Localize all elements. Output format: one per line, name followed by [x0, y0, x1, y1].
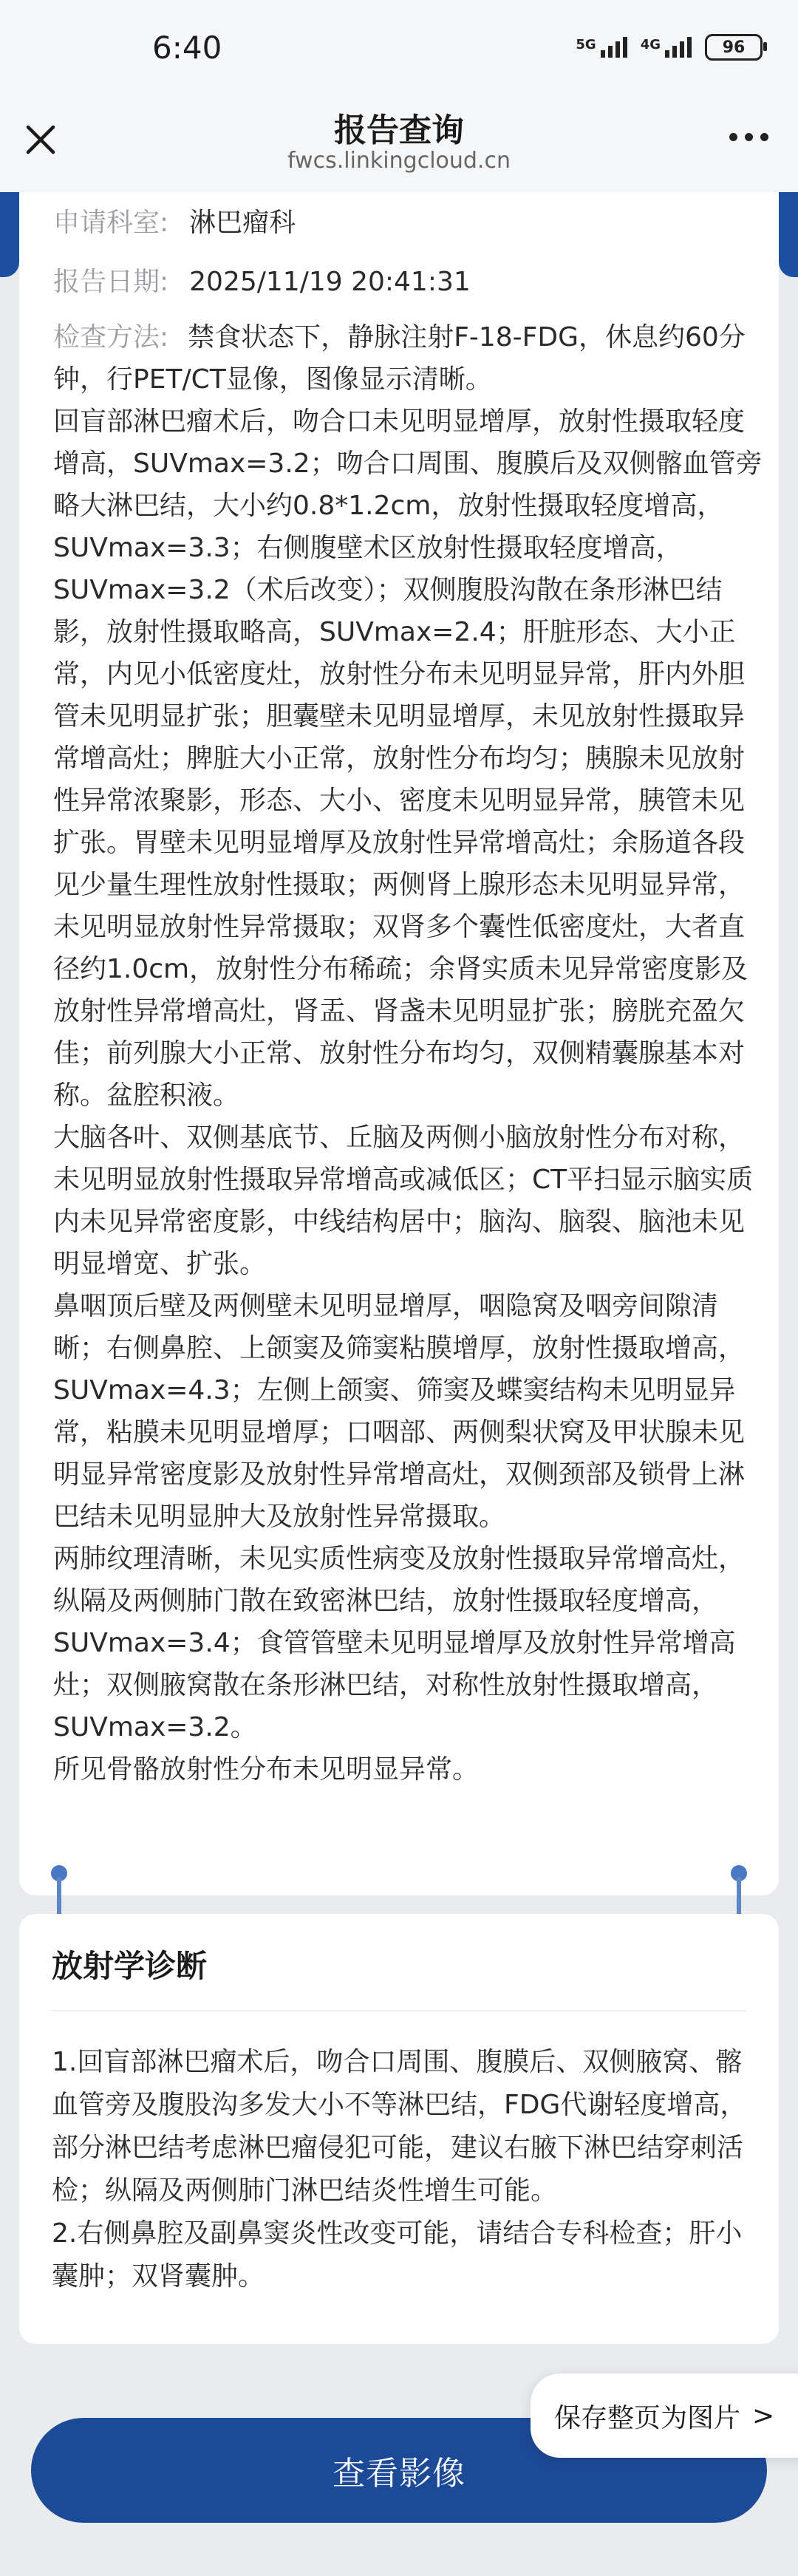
dept-label: 申请科室:: [53, 208, 169, 238]
findings-bone: 所见骨骼放射性分布未见明显异常。: [53, 1754, 480, 1785]
status-icons: [576, 34, 763, 61]
findings-chest: 两肺纹理清晰，未见实质性病变及放射性摄取异常增高灶，纵隔及两侧肺门散在致密淋巴结，放射性摄取轻度增高，SUVmax=3.4；食管管壁未见明显增厚及放射性异常增高灶；双侧腋窝散在条形淋巴结，对称性放射性摄取增高，SUVmax=3.2。: [53, 1544, 746, 1742]
status-bar: [0, 0, 798, 103]
battery-level: 96: [722, 38, 746, 57]
findings-abdomen: 回盲部淋巴瘤术后，吻合口未见明显增厚，放射性摄取轻度增高，SUVmax=3.2；吻合口周围、腹膜后及双侧髂血管旁略大淋巴结，大小约0.8*1.2cm，放射性摄取轻度增高，SUVmax=3.3；右侧腹壁术区放射性摄取轻度增高，SUVmax=3.2（术后改变）；双侧腹股沟散在条形淋巴结影，放射性摄取略高，SUVmax=2.4；肝脏形态、大小正常，内见小低密度灶，放射性分布未见明显异常，肝内外胆管未见明显扩张；胆囊壁未见明显增厚，未见放射性摄取异常增高灶；脾脏大小正常，放射性分布均匀；胰腺未见放射性异常浓聚影，形态、大小、密度未见明显异常，胰管未见扩张。胃壁未见明显增厚及放射性异常增高灶；余肠道各段见少量生理性放射性摄取；两侧肾上腺形态未见明显异常，未见明显放射性异常摄取；双肾多个囊性低密度灶，大者直径约1.0cm，放射性分布稀疏；余肾实质未见异常密度影及放射性异常增高灶，肾盂、肾盏未见明显扩张；膀胱充盈欠佳；前列腺大小正常、放射性分布均匀，双侧精囊腺基本对称。盆腔积液。: [53, 406, 763, 1111]
view-images-button[interactable]: 查看影像: [31, 2418, 767, 2523]
page-url: fwcs.linkingcloud.cn: [287, 148, 511, 174]
more-icon[interactable]: [729, 133, 768, 141]
chevron-right-icon: >: [752, 2400, 775, 2431]
dept-value: 淋巴瘤科: [189, 208, 296, 238]
diagnosis-card: [19, 1914, 779, 2344]
signal-5g-icon: [576, 37, 627, 58]
method-row: [53, 316, 763, 401]
page-title: 报告查询: [334, 112, 464, 149]
diagnosis-divider: [52, 2010, 746, 2011]
findings-brain: 大脑各叶、双侧基底节、丘脑及两侧小脑放射性分布对称，未见明显放射性摄取异常增高或减低区；CT平扫显示脑实质内未见异常密度影，中线结构居中；脑沟、脑裂、脑池未见明显增宽、扩张。: [53, 1122, 754, 1279]
save-page-label: 保存整页为图片: [554, 2402, 741, 2433]
date-value: 2025/11/19 20:41:31: [189, 267, 471, 297]
diagnosis-text: [52, 2041, 754, 2298]
save-page-as-image-button[interactable]: [531, 2374, 798, 2458]
diagnosis-title: 放射学诊断: [52, 1948, 208, 1984]
method-label: 检查方法:: [53, 322, 169, 352]
signal-4g-icon: [641, 37, 692, 58]
date-label: 报告日期:: [53, 267, 169, 297]
header-accent-right: [779, 188, 798, 277]
diagnosis-item: 2.右侧鼻腔及副鼻窦炎性改变可能，请结合专科检查；肝小囊肿；双肾囊肿。: [52, 2218, 743, 2292]
header-accent-left: [0, 188, 19, 277]
battery-icon: [705, 34, 763, 61]
method-value: 禁食状态下，静脉注射F-18-FDG，休息约60分钟，行PET/CT显像，图像显示清晰。: [53, 322, 746, 395]
signal-5g-label: 5G: [576, 37, 596, 52]
report-body: [53, 316, 763, 1790]
nav-bar: [0, 89, 798, 192]
date-row: [53, 262, 471, 303]
signal-4g-label: 4G: [640, 37, 661, 52]
dept-row: [53, 202, 296, 244]
status-time: 6:40: [152, 30, 222, 66]
findings-head-neck: 鼻咽顶后壁及两侧壁未见明显增厚，咽隐窝及咽旁间隙清晰；右侧鼻腔、上颌窦及筛窦粘膜增厚，放射性摄取增高，SUVmax=4.3；左侧上颌窦、筛窦及蝶窦结构未见明显异常，粘膜未见明显增厚；口咽部、两侧梨状窝及甲状腺未见明显异常密度影及放射性异常增高灶，双侧颈部及锁骨上淋巴结未见明显肿大及放射性异常摄取。: [53, 1291, 746, 1532]
diagnosis-item: 1.回盲部淋巴瘤术后，吻合口周围、腹膜后、双侧腋窝、髂血管旁及腹股沟多发大小不等淋巴结，FDG代谢轻度增高，部分淋巴结考虑淋巴瘤侵犯可能，建议右腋下淋巴结穿刺活检；纵隔及两侧肺门淋巴结炎性增生可能。: [52, 2047, 747, 2206]
report-card: [19, 177, 779, 1895]
